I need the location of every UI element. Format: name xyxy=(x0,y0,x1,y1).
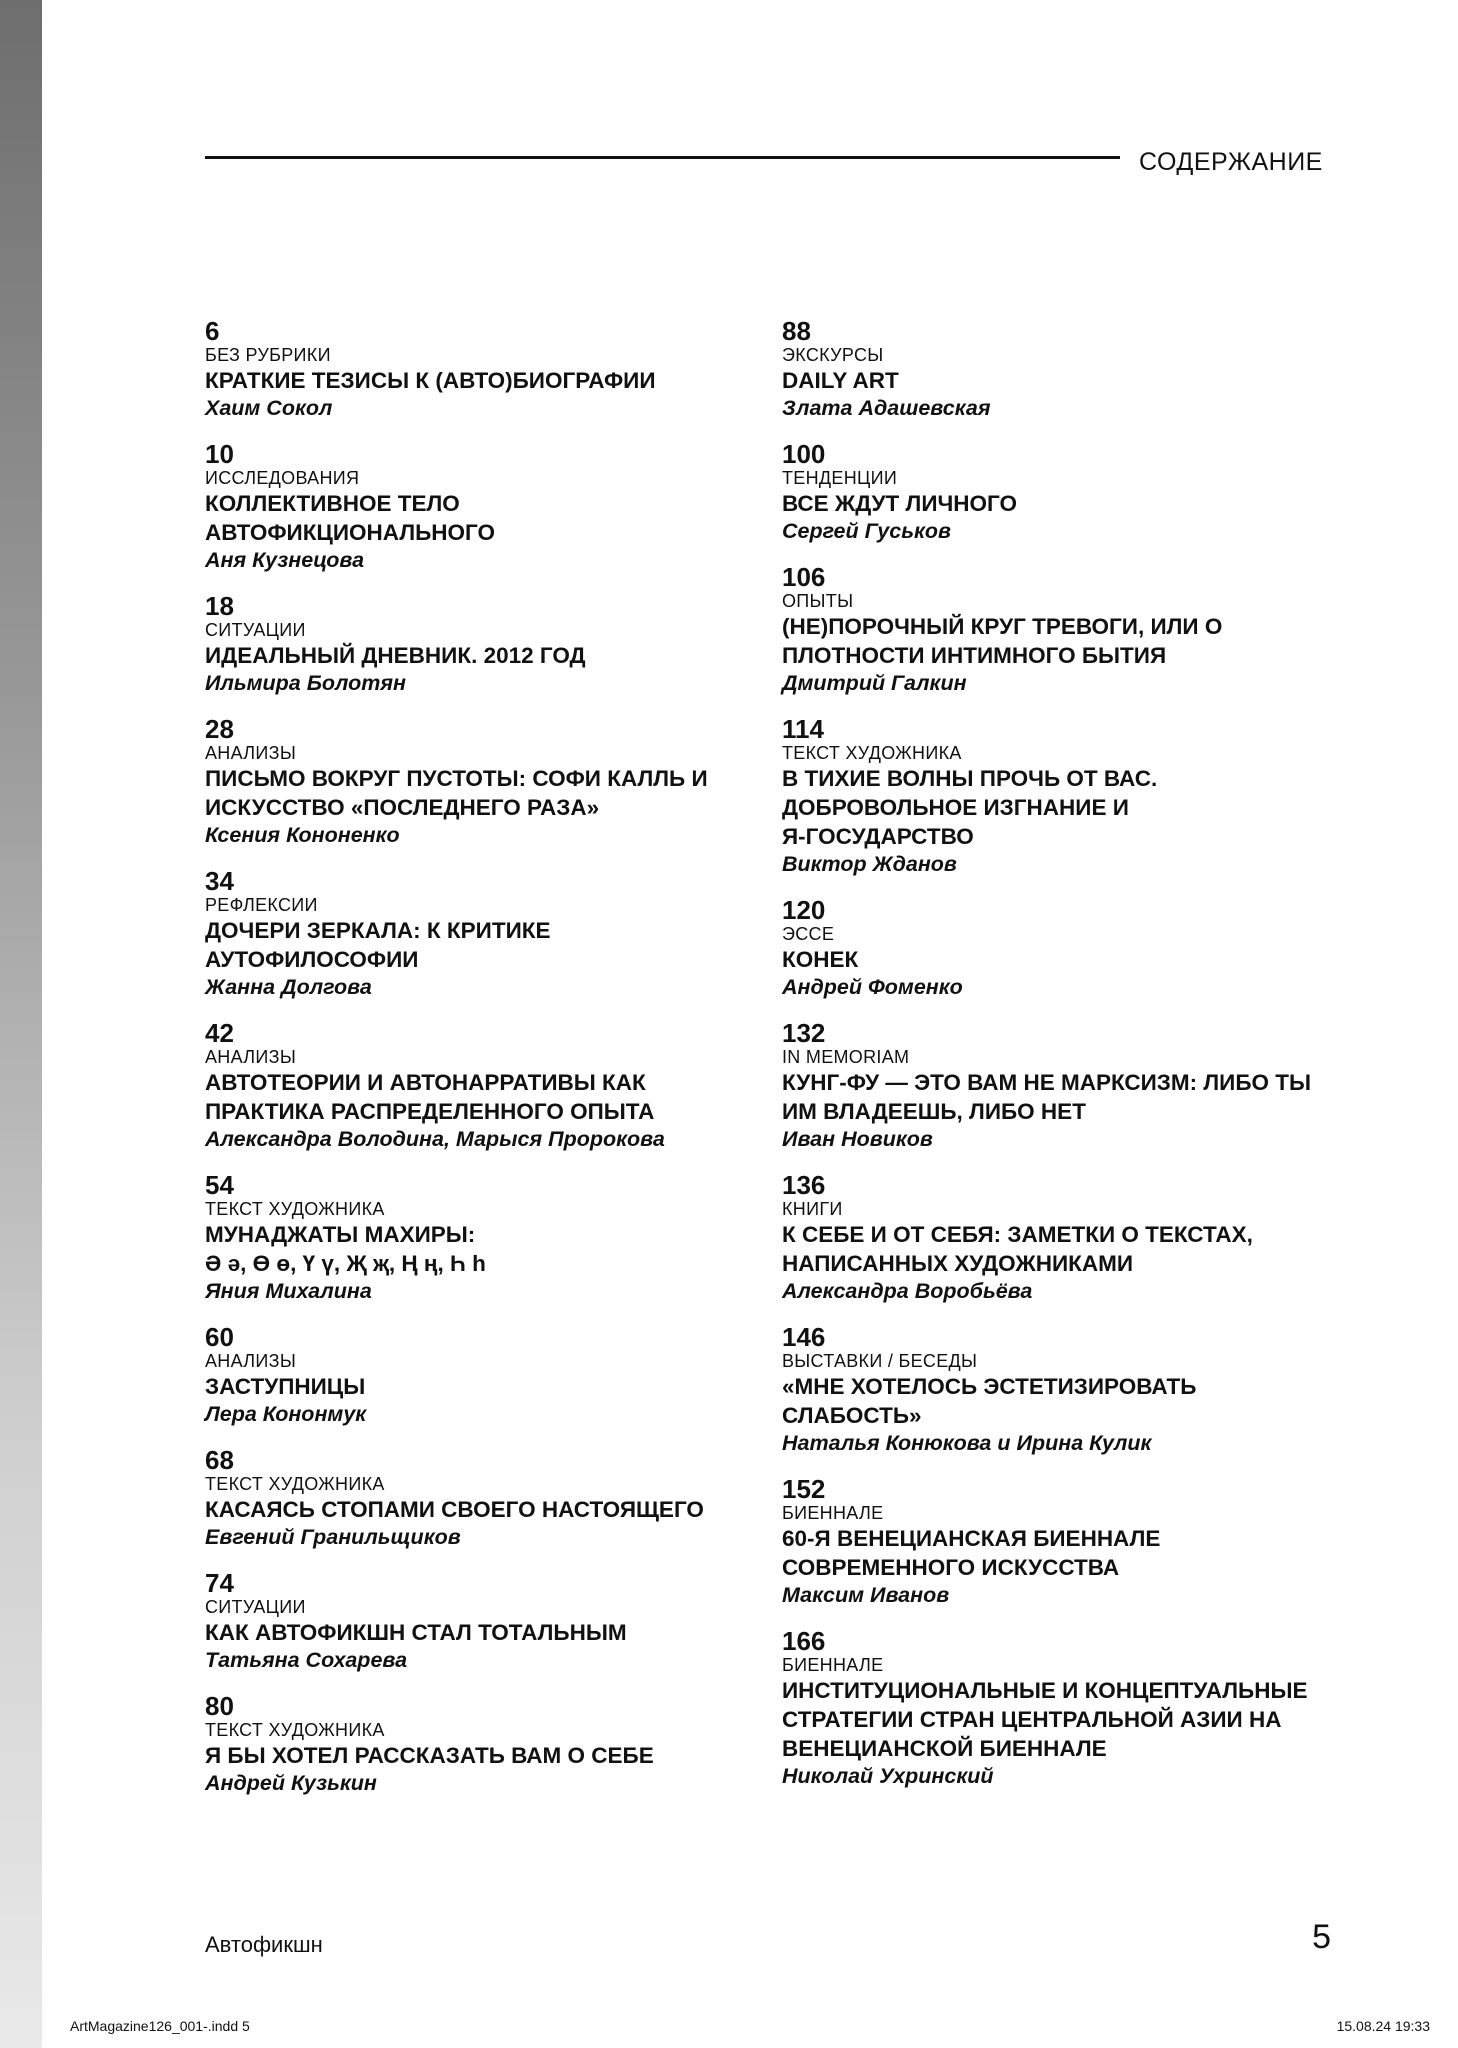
toc-author: Андрей Кузькин xyxy=(205,1771,377,1795)
toc-entry[interactable] xyxy=(205,1692,795,1797)
footer-issue-title: Автофикшн xyxy=(205,1932,323,1957)
toc-column-right xyxy=(782,317,1372,1808)
toc-entry[interactable] xyxy=(782,1171,1372,1305)
toc-page-number: 146 xyxy=(782,1322,826,1352)
toc-author: Хаим Сокол xyxy=(205,396,333,420)
toc-entry[interactable] xyxy=(782,563,1372,697)
toc-category: ТЕКСТ ХУДОЖНИКА xyxy=(205,1199,385,1219)
toc-category: ИССЛЕДОВАНИЯ xyxy=(205,468,360,488)
toc-page-number: 68 xyxy=(205,1445,234,1475)
toc-author: Андрей Фоменко xyxy=(782,975,963,999)
toc-entry[interactable] xyxy=(782,715,1372,878)
toc-title[interactable]: КРАТКИЕ ТЕЗИСЫ К (АВТО)БИОГРАФИИ xyxy=(205,368,656,393)
toc-author: Яния Михалина xyxy=(205,1279,372,1303)
toc-page-number: 166 xyxy=(782,1626,826,1656)
toc-title[interactable]: КАСАЯСЬ СТОПАМИ СВОЕГО НАСТОЯЩЕГО xyxy=(205,1497,704,1522)
toc-category: БИЕННАЛЕ xyxy=(782,1655,884,1675)
toc-author: Аня Кузнецова xyxy=(205,548,365,572)
toc-entry[interactable] xyxy=(205,867,795,1001)
toc-title[interactable]: ИДЕАЛЬНЫЙ ДНЕВНИК. 2012 ГОД xyxy=(205,643,586,668)
toc-author: Максим Иванов xyxy=(782,1583,950,1607)
toc-page-number: 136 xyxy=(782,1170,826,1200)
toc-entry[interactable] xyxy=(782,1475,1372,1609)
toc-page-number: 54 xyxy=(205,1170,234,1200)
toc-author: Иван Новиков xyxy=(782,1127,933,1151)
toc-title[interactable]: (НЕ)ПОРОЧНЫЙ КРУГ ТРЕВОГИ, ИЛИ О ПЛОТНОСТИ ИНТИМНОГО БЫТИЯ xyxy=(782,614,1223,668)
toc-title[interactable]: ДОЧЕРИ ЗЕРКАЛА: К КРИТИКЕ АУТОФИЛОСОФИИ xyxy=(205,918,551,972)
toc-title[interactable]: К СЕБЕ И ОТ СЕБЯ: ЗАМЕТКИ О ТЕКСТАХ, НАПИСАННЫХ ХУДОЖНИКАМИ xyxy=(782,1222,1253,1276)
toc-page-number: 80 xyxy=(205,1691,234,1721)
toc-category: ТЕКСТ ХУДОЖНИКА xyxy=(205,1720,385,1740)
toc-column-left xyxy=(205,317,795,1815)
toc-page-number: 60 xyxy=(205,1322,234,1352)
toc-title[interactable]: ИНСТИТУЦИОНАЛЬНЫЕ И КОНЦЕПТУАЛЬНЫЕ СТРАТЕГИИ СТРАН ЦЕНТРАЛЬНОЙ АЗИИ НА ВЕНЕЦИАНСКОЙ БИЕННАЛЕ xyxy=(782,1678,1308,1761)
toc-title[interactable]: КОНЕК xyxy=(782,947,859,972)
toc-title[interactable]: 60-Я ВЕНЕЦИАНСКАЯ БИЕННАЛЕ СОВРЕМЕННОГО ИСКУССТВА xyxy=(782,1526,1161,1580)
toc-entry[interactable] xyxy=(205,1323,795,1428)
toc-entry[interactable] xyxy=(782,1019,1372,1153)
toc-entry[interactable] xyxy=(205,592,795,697)
toc-author: Дмитрий Галкин xyxy=(782,671,967,695)
section-title: СОДЕРЖАНИЕ xyxy=(1139,148,1323,176)
toc-page-number: 74 xyxy=(205,1568,234,1598)
toc-category: АНАЛИЗЫ xyxy=(205,743,297,763)
toc-category: IN MEMORIAM xyxy=(782,1047,910,1067)
toc-author: Николай Ухринский xyxy=(782,1764,994,1788)
toc-page-number: 6 xyxy=(205,316,220,346)
toc-category: КНИГИ xyxy=(782,1199,843,1219)
toc-page-number: 152 xyxy=(782,1474,826,1504)
toc-title[interactable]: АВТОТЕОРИИ И АВТОНАРРАТИВЫ КАК ПРАКТИКА РАСПРЕДЕЛЕННОГО ОПЫТА xyxy=(205,1070,655,1124)
toc-title[interactable]: КАК АВТОФИКШН СТАЛ ТОТАЛЬНЫМ xyxy=(205,1620,627,1645)
toc-entry[interactable] xyxy=(205,1446,795,1551)
toc-entry[interactable] xyxy=(205,1569,795,1674)
toc-page-number: 88 xyxy=(782,316,811,346)
toc-category: ЭССЕ xyxy=(782,924,835,944)
toc-category: ТЕНДЕНЦИИ xyxy=(782,468,898,488)
toc-author: Лера Кононмук xyxy=(205,1402,367,1426)
toc-author: Жанна Долгова xyxy=(205,975,372,999)
toc-author: Наталья Конюкова и Ирина Кулик xyxy=(782,1431,1152,1455)
side-gradient-strip xyxy=(0,0,42,2048)
toc-title[interactable]: ВСЕ ЖДУТ ЛИЧНОГО xyxy=(782,491,1018,516)
toc-author: Татьяна Сохарева xyxy=(205,1648,408,1672)
toc-page-number: 42 xyxy=(205,1018,234,1048)
toc-category: ВЫСТАВКИ / БЕСЕДЫ xyxy=(782,1351,978,1371)
toc-category: СИТУАЦИИ xyxy=(205,620,306,640)
toc-category: АНАЛИЗЫ xyxy=(205,1047,297,1067)
toc-category: АНАЛИЗЫ xyxy=(205,1351,297,1371)
toc-entry[interactable] xyxy=(205,715,795,849)
toc-page-number: 132 xyxy=(782,1018,826,1048)
toc-category: БИЕННАЛЕ xyxy=(782,1503,884,1523)
toc-title[interactable]: DAILY ART xyxy=(782,368,899,393)
toc-title[interactable]: Я БЫ ХОТЕЛ РАССКАЗАТЬ ВАМ О СЕБЕ xyxy=(205,1743,654,1768)
toc-page-number: 120 xyxy=(782,895,826,925)
toc-author: Ильмира Болотян xyxy=(205,671,407,695)
toc-page-number: 34 xyxy=(205,866,234,896)
toc-page-number: 114 xyxy=(782,714,824,744)
toc-title[interactable]: ЗАСТУПНИЦЫ xyxy=(205,1374,366,1399)
toc-author: Евгений Гранильщиков xyxy=(205,1525,461,1549)
toc-page-number: 10 xyxy=(205,439,234,469)
header-rule xyxy=(205,156,1120,159)
toc-page-number: 28 xyxy=(205,714,234,744)
toc-title[interactable]: МУНАДЖАТЫ МАХИРЫ: Ә ә, Ө ө, Ү ү, Җ җ, Ң ң, Һ һ xyxy=(205,1222,486,1276)
print-slug-timestamp: 15.08.24 19:33 xyxy=(1336,2018,1430,2034)
toc-category: ТЕКСТ ХУДОЖНИКА xyxy=(782,743,962,763)
toc-entry[interactable] xyxy=(205,1019,795,1153)
toc-author: Виктор Жданов xyxy=(782,852,957,876)
toc-category: БЕЗ РУБРИКИ xyxy=(205,345,331,365)
toc-entry[interactable] xyxy=(782,317,1372,422)
toc-entry[interactable] xyxy=(782,896,1372,1001)
toc-author: Злата Адашевская xyxy=(782,396,991,420)
toc-author: Ксения Кононенко xyxy=(205,823,400,847)
toc-category: ТЕКСТ ХУДОЖНИКА xyxy=(205,1474,385,1494)
toc-title[interactable]: «МНЕ ХОТЕЛОСЬ ЭСТЕТИЗИРОВАТЬ СЛАБОСТЬ» xyxy=(782,1374,1197,1428)
toc-category: ОПЫТЫ xyxy=(782,591,854,611)
print-slug-filename: ArtMagazine126_001-.indd 5 xyxy=(70,2018,250,2034)
toc-title[interactable]: В ТИХИЕ ВОЛНЫ ПРОЧЬ ОТ ВАС. ДОБРОВОЛЬНОЕ ИЗГНАНИЕ И Я-ГОСУДАРСТВО xyxy=(782,766,1158,849)
footer-page-number: 5 xyxy=(1312,1918,1331,1956)
toc-author: Александра Воробьёва xyxy=(782,1279,1033,1303)
toc-category: СИТУАЦИИ xyxy=(205,1597,306,1617)
toc-entry[interactable] xyxy=(782,440,1372,545)
toc-entry[interactable] xyxy=(782,1323,1372,1457)
toc-title[interactable]: КУНГ-ФУ — ЭТО ВАМ НЕ МАРКСИЗМ: ЛИБО ТЫ ИМ ВЛАДЕЕШЬ, ЛИБО НЕТ xyxy=(782,1070,1312,1124)
toc-page-number: 100 xyxy=(782,439,826,469)
toc-title[interactable]: КОЛЛЕКТИВНОЕ ТЕЛО АВТОФИКЦИОНАЛЬНОГО xyxy=(205,491,495,545)
toc-author: Александра Володина, Марыся Пророкова xyxy=(205,1127,665,1151)
toc-page-number: 18 xyxy=(205,591,234,621)
toc-author: Сергей Гуськов xyxy=(782,519,951,543)
toc-category: РЕФЛЕКСИИ xyxy=(205,895,318,915)
toc-entry[interactable] xyxy=(205,317,795,422)
toc-entry[interactable] xyxy=(205,1171,795,1305)
toc-page-number: 106 xyxy=(782,562,826,592)
toc-entry[interactable] xyxy=(205,440,795,574)
toc-entry[interactable] xyxy=(782,1627,1372,1790)
toc-category: ЭКСКУРСЫ xyxy=(782,345,884,365)
toc-title[interactable]: ПИСЬМО ВОКРУГ ПУСТОТЫ: СОФИ КАЛЛЬ И ИСКУССТВО «ПОСЛЕДНЕГО РАЗА» xyxy=(205,766,708,820)
